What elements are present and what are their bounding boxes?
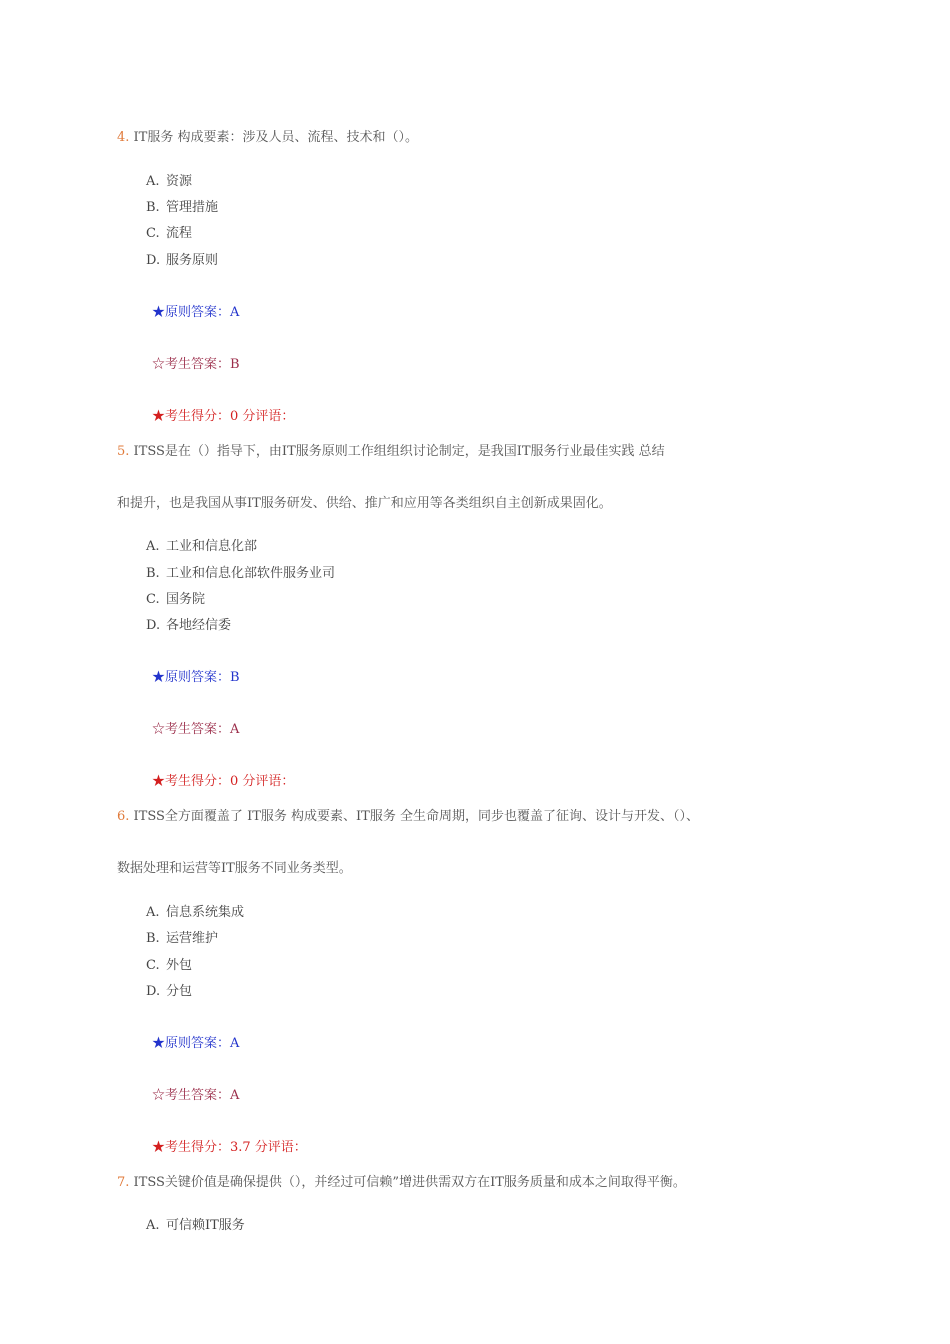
question-4-stem bbox=[117, 126, 418, 145]
student-answer: ☆考生答案：B bbox=[152, 357, 240, 372]
option-b bbox=[146, 927, 218, 946]
option-letter: B. bbox=[146, 200, 160, 215]
option-text: 服务原则 bbox=[166, 253, 219, 268]
option-text: 流程 bbox=[166, 226, 193, 241]
option-b bbox=[146, 196, 218, 215]
question-number: 7. bbox=[117, 1175, 130, 1190]
option-letter: C. bbox=[146, 958, 160, 973]
option-letter: D. bbox=[146, 253, 161, 268]
option-letter: A. bbox=[146, 905, 160, 920]
option-letter: B. bbox=[146, 566, 160, 581]
question-text: ITSS关键价值是确保提供（），并经过可信赖”增进供需双方在IT服务质量和成本之间取得平衡。 bbox=[133, 1175, 686, 1190]
student-answer: ☆考生答案：A bbox=[152, 722, 240, 737]
standard-answer: ★原则答案：A bbox=[152, 1036, 240, 1051]
standard-answer: ★原则答案：A bbox=[152, 305, 240, 320]
option-a bbox=[146, 170, 192, 189]
question-number: 6. bbox=[117, 809, 130, 824]
question-number: 5. bbox=[117, 444, 130, 459]
option-text: 国务院 bbox=[166, 592, 206, 607]
option-letter: B. bbox=[146, 931, 160, 946]
option-b bbox=[146, 562, 335, 581]
option-d bbox=[146, 980, 192, 999]
option-letter: A. bbox=[146, 174, 160, 189]
option-letter: A. bbox=[146, 539, 160, 554]
question-text: ITSS是在（）指导下，由IT服务原则工作组组织讨论制定，是我国IT服务行业最佳实践 总结 bbox=[133, 444, 665, 459]
option-c bbox=[146, 222, 192, 241]
question-text-continued: 和提升，也是我国从事IT服务研发、供给、推广和应用等各类组织自主创新成果固化。 bbox=[117, 496, 612, 511]
option-letter: C. bbox=[146, 226, 160, 241]
option-a bbox=[146, 1214, 245, 1233]
question-6-stem bbox=[117, 805, 699, 824]
student-answer: ☆考生答案：A bbox=[152, 1088, 240, 1103]
question-7-stem bbox=[117, 1171, 686, 1190]
option-text: 信息系统集成 bbox=[166, 905, 245, 920]
option-text: 工业和信息化部 bbox=[166, 539, 258, 554]
option-d bbox=[146, 249, 218, 268]
option-letter: D. bbox=[146, 984, 161, 999]
student-score: ★考生得分：0 分评语： bbox=[152, 774, 295, 789]
option-c bbox=[146, 954, 192, 973]
question-text: ITSS全方面覆盖了 IT服务 构成要素、IT服务 全生命周期，同步也覆盖了征询、设计与开发、（）、 bbox=[133, 809, 699, 824]
option-text: 运营维护 bbox=[166, 931, 219, 946]
option-text: 各地经信委 bbox=[166, 618, 232, 633]
option-text: 资源 bbox=[166, 174, 193, 189]
question-number: 4. bbox=[117, 130, 130, 145]
option-c bbox=[146, 588, 205, 607]
question-5-stem bbox=[117, 440, 665, 459]
option-letter: A. bbox=[146, 1218, 160, 1233]
question-text: IT服务 构成要素：涉及人员、流程、技术和（）。 bbox=[133, 130, 418, 145]
option-letter: C. bbox=[146, 592, 160, 607]
student-score: ★考生得分：0 分评语： bbox=[152, 409, 295, 424]
option-a bbox=[146, 901, 244, 920]
option-text: 可信赖IT服务 bbox=[166, 1218, 245, 1233]
option-text: 工业和信息化部软件服务业司 bbox=[166, 566, 336, 581]
option-letter: D. bbox=[146, 618, 161, 633]
student-score: ★考生得分：3.7 分评语： bbox=[152, 1140, 307, 1155]
question-text-continued: 数据处理和运营等IT服务不同业务类型。 bbox=[117, 861, 352, 876]
option-a bbox=[146, 535, 257, 554]
option-text: 管理措施 bbox=[166, 200, 219, 215]
option-text: 外包 bbox=[166, 958, 193, 973]
standard-answer: ★原则答案：B bbox=[152, 670, 240, 685]
option-text: 分包 bbox=[166, 984, 193, 999]
option-d bbox=[146, 614, 231, 633]
